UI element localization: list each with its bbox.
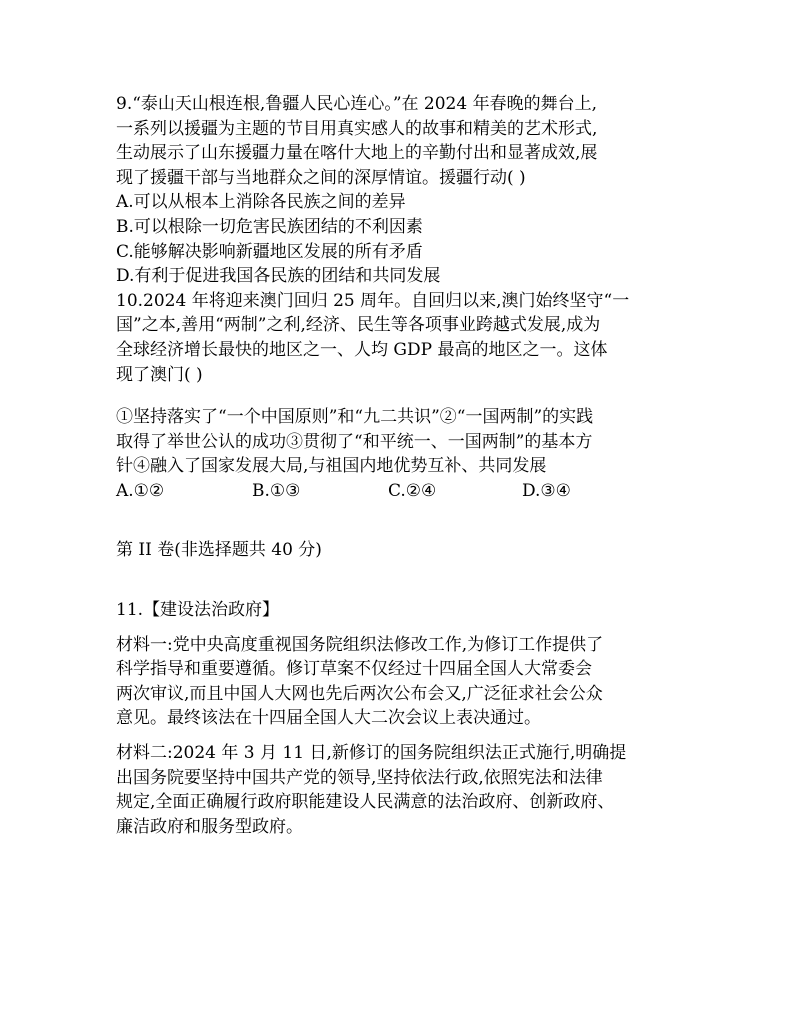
question-10-stem-line: 10.2024 年将迎来澳门回归 25 周年。自回归以来,澳门始终坚守“一 bbox=[116, 290, 630, 311]
question-10-stem-line: 全球经济增长最快的地区之一、人均 GDP 最高的地区之一。这体 bbox=[116, 339, 608, 360]
question-9-option-d: D.有利于促进我国各民族的团结和共同发展 bbox=[116, 266, 441, 287]
question-11 bbox=[116, 598, 686, 839]
question-9-stem-line: 生动展示了山东援疆力量在喀什大地上的辛勤付出和显著成效,展 bbox=[116, 143, 598, 164]
question-10-statement-line: 针④融入了国家发展大局,与祖国内地优势互补、共同发展 bbox=[116, 456, 547, 477]
question-10-statement-line: 取得了举世公认的成功③贯彻了“和平统一、一国两制”的基本方 bbox=[116, 431, 593, 452]
question-9-option-a: A.可以从根本上消除各民族之间的差异 bbox=[116, 192, 406, 213]
spacer bbox=[116, 387, 686, 405]
material-1 bbox=[116, 633, 686, 731]
material-2-line: 出国务院要坚持中国共产党的领导,坚持依法行政,依照宪法和法律 bbox=[116, 767, 603, 788]
question-10-option-b: B.①③ bbox=[252, 480, 301, 501]
spacer bbox=[116, 623, 686, 633]
material-1-line: 意见。最终该法在十四届全国人大二次会议上表决通过。 bbox=[116, 708, 541, 729]
material-1-line: 材料一:党中央高度重视国务院组织法修改工作,为修订工作提供了 bbox=[116, 634, 604, 655]
material-2-line: 材料二:2024 年 3 月 11 日,新修订的国务院组织法正式施行,明确提 bbox=[116, 743, 627, 764]
question-10-stem-line: 国”之本,善用“两制”之利,经济、民生等各项事业跨越式发展,成为 bbox=[116, 315, 601, 336]
question-9-option-c: C.能够解决影响新疆地区发展的所有矛盾 bbox=[116, 241, 423, 262]
spacer bbox=[116, 562, 686, 598]
spacer bbox=[116, 504, 686, 538]
question-9 bbox=[116, 92, 686, 289]
material-1-line: 两次审议,而且中国人大网也先后两次公布会又,广泛征求社会公众 bbox=[116, 683, 603, 704]
section-title: 第 II 卷(非选择题共 40 分) bbox=[116, 539, 322, 560]
material-2 bbox=[116, 741, 686, 839]
question-10-statement-line: ①坚持落实了“一个中国原则”和“九二共识”②“一国两制”的实践 bbox=[116, 407, 594, 428]
document-page bbox=[116, 92, 686, 839]
question-11-title: 11.【建设法治政府】 bbox=[116, 600, 280, 621]
question-9-stem-line: 现了援疆干部与当地群众之间的深厚情谊。援疆行动( ) bbox=[116, 167, 526, 188]
material-1-line: 科学指导和重要遵循。修订草案不仅经过十四届全国人大常委会 bbox=[116, 659, 592, 680]
question-10 bbox=[116, 289, 686, 504]
question-10-stem-line: 现了澳门( ) bbox=[116, 364, 203, 385]
question-10-options bbox=[116, 479, 686, 504]
material-2-line: 廉洁政府和服务型政府。 bbox=[116, 816, 303, 837]
question-10-option-c: C.②④ bbox=[388, 480, 437, 501]
question-10-option-d: D.③④ bbox=[522, 480, 571, 501]
question-9-stem-line: 一系列以援疆为主题的节目用真实感人的故事和精美的艺术形式, bbox=[116, 118, 598, 139]
spacer bbox=[116, 731, 686, 741]
question-10-option-a: A.①② bbox=[116, 480, 165, 501]
question-9-option-b: B.可以根除一切危害民族团结的不利因素 bbox=[116, 216, 423, 237]
material-2-line: 规定,全面正确履行政府职能建设人民满意的法治政府、创新政府、 bbox=[116, 792, 615, 813]
question-9-stem-line: 9.“泰山天山根连根,鲁疆人民心连心。”在 2024 年春晚的舞台上, bbox=[116, 94, 597, 114]
